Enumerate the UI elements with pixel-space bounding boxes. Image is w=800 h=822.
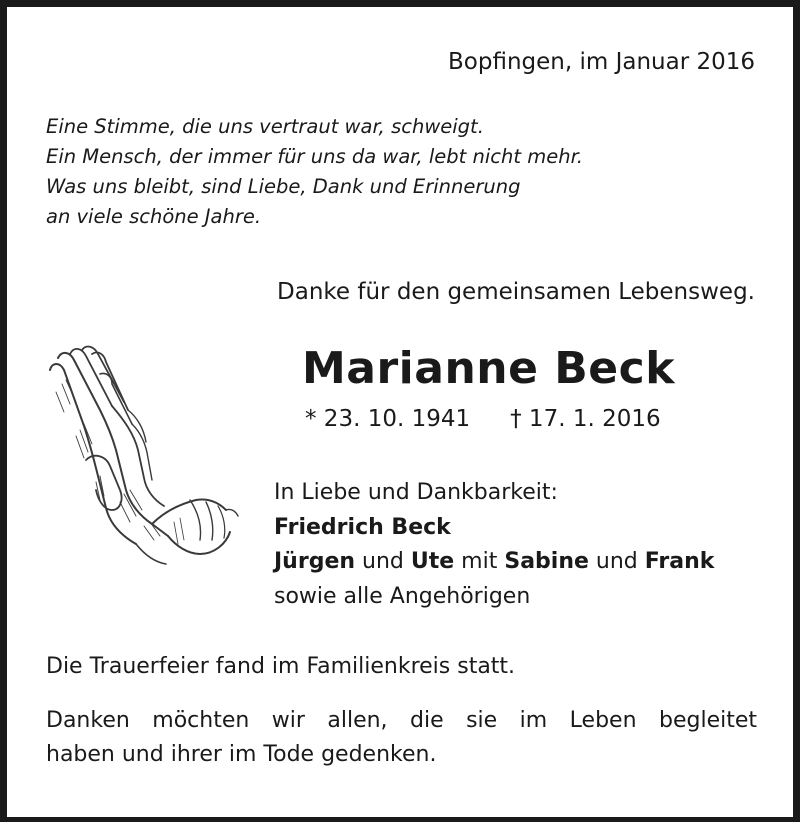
funeral-note: Die Trauerfeier fand im Familienkreis statt. — [46, 654, 516, 679]
mourners-intro: In Liebe und Dankbarkeit: — [274, 480, 558, 505]
mourners — [274, 476, 714, 614]
thanks-line: Danke für den gemeinsamen Lebensweg. — [277, 279, 755, 305]
mourner-name: Jürgen — [274, 549, 356, 574]
closing-line: Danken möchten wir allen, die sie im Leben begleitet — [46, 708, 757, 733]
mourner-name: Ute — [410, 549, 455, 574]
mourner-first: Friedrich Beck — [274, 514, 451, 540]
poem-line: Eine Stimme, die uns vertraut war, schweigt. — [46, 115, 484, 138]
mourner-name: Frank — [644, 549, 715, 574]
praying-hands-icon — [40, 340, 240, 570]
mourner-joiner: mit — [454, 549, 505, 574]
closing-line: haben und ihrer im Tode gedenken. — [46, 742, 437, 767]
poem — [46, 112, 583, 232]
poem-line: Was uns bleibt, sind Liebe, Dank und Erinnerung — [46, 175, 521, 198]
mourner-name: Sabine — [504, 549, 589, 574]
death-date: † 17. 1. 2016 — [510, 406, 661, 432]
poem-line: Ein Mensch, der immer für uns da war, lebt nicht mehr. — [46, 145, 584, 168]
closing-text — [46, 704, 757, 772]
place-date: Bopfingen, im Januar 2016 — [448, 49, 755, 75]
deceased-name: Marianne Beck — [302, 343, 675, 394]
birth-date: * 23. 10. 1941 — [305, 406, 471, 432]
mourner-joiner: und — [355, 549, 411, 574]
mourner-joiner: und — [588, 549, 645, 574]
poem-line: an viele schöne Jahre. — [46, 205, 262, 228]
life-dates — [305, 404, 661, 434]
mourner-relatives: sowie alle Angehörigen — [274, 583, 531, 609]
mourner-family — [274, 545, 714, 580]
